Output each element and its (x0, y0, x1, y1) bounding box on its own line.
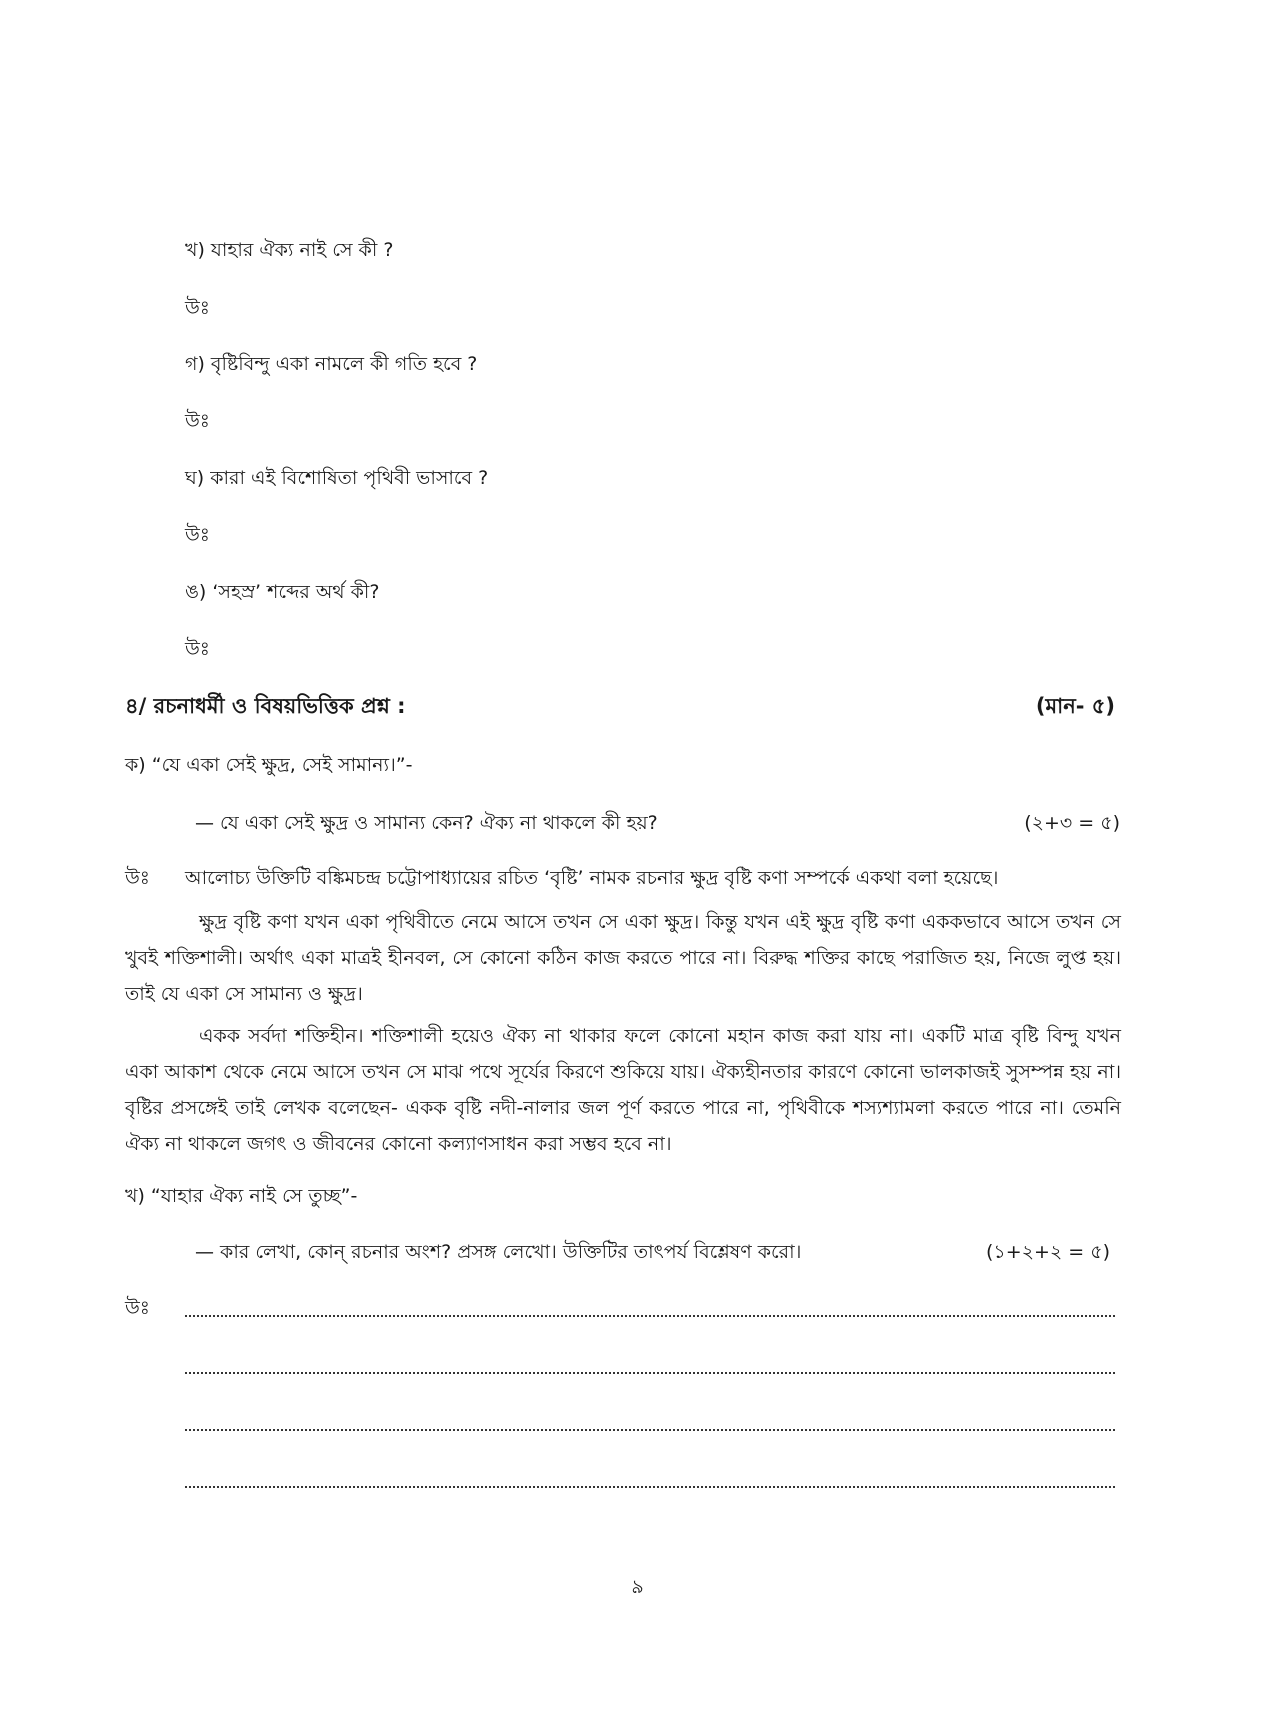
question-ga: গ) বৃষ্টিবিন্দু একা নামলে কী গতি হবে ? (185, 353, 478, 375)
question-uma: ঙ) ‘সহস্র’ শব্দের অর্থ কী? (185, 581, 380, 603)
answer-label: উঃ (125, 867, 150, 889)
answer-first-line: আলোচ্য উক্তিটি বঙ্কিমচন্দ্র চট্টোপাধ্যায়ের রচিত ‘বৃষ্টি’ নামক রচনার ক্ষুদ্র বৃষ্টি কণা সম্পর্কে একথা বলা হয়েছে। (185, 867, 999, 889)
answer-dotted-line (185, 1315, 1115, 1317)
answer-dotted-line (185, 1372, 1115, 1374)
question-gha: ঘ) কারা এই বিশোষিতা পৃথিবী ভাসাবে ? (185, 467, 489, 489)
answer-label: উঃ (185, 524, 210, 546)
answer-dotted-line (185, 1429, 1115, 1431)
question-kha-quote: খ) “যাহার ঐক্য নাই সে তুচ্ছ”- (125, 1185, 358, 1207)
page-number: ৯ (631, 1576, 644, 1598)
answer-label: উঃ (185, 410, 210, 432)
question-ka-marks: (২+৩ = ৫) (1024, 812, 1120, 834)
answer-paragraph-1 (125, 904, 1121, 1012)
answer-label: উঃ (125, 1297, 150, 1319)
answer-paragraph-2 (125, 1018, 1121, 1162)
section-heading: ৪/ রচনাধর্মী ও বিষয়ভিত্তিক প্রশ্ন : (125, 694, 406, 718)
answer-dotted-line (185, 1486, 1115, 1488)
answer-paragraph-1-text: ক্ষুদ্র বৃষ্টি কণা যখন একা পৃথিবীতে নেমে আসে তখন সে একা ক্ষুদ্র। কিন্তু যখন এই ক্ষুদ্র বৃষ্টি কণা এককভাবে আসে তখন সে খুবই শক্তিশালী। অর্থাৎ একা মাত্রই হীনবল, সে কোনো কঠিন কাজ করতে পারে না। বিরুদ্ধ শক্তির কাছে পরাজিত হয়, নিজে লুপ্ত হয়। তাই যে একা সে সামান্য ও ক্ষুদ্র। (125, 911, 1121, 1005)
question-ka-sub: — যে একা সেই ক্ষুদ্র ও সামান্য কেন? ঐক্য না থাকলে কী হয়? (195, 812, 658, 834)
section-marks: (মান- ৫) (1035, 694, 1115, 718)
question-kha: খ) যাহার ঐক্য নাই সে কী ? (185, 239, 394, 261)
answer-paragraph-2-text: একক সর্বদা শক্তিহীন। শক্তিশালী হয়েও ঐক্য না থাকার ফলে কোনো মহান কাজ করা যায় না। একটি মাত্র বৃষ্টি বিন্দু যখন একা আকাশ থেকে নেমে আসে তখন সে মাঝ পথে সূর্যের কিরণে শুকিয়ে যায়। ঐক্যহীনতার কারণে কোনো ভালকাজই সুসম্পন্ন হয় না। বৃষ্টির প্রসঙ্গেই তাই লেখক বলেছেন- একক বৃষ্টি নদী-নালার জল পূর্ণ করতে পারে না, পৃথিবীকে শস্যশ্যামলা করতে পারে না। তেমনি ঐক্য না থাকলে জগৎ ও জীবনের কোনো কল্যাণসাধন করা সম্ভব হবে না। (125, 1025, 1121, 1155)
question-kha-marks: (১+২+২ = ৫) (985, 1241, 1110, 1263)
answer-label: উঃ (185, 297, 210, 319)
answer-label: উঃ (185, 638, 210, 660)
question-ka-quote: ক) “যে একা সেই ক্ষুদ্র, সেই সামান্য।”- (125, 754, 413, 776)
question-kha-sub: — কার লেখা, কোন্ রচনার অংশ? প্রসঙ্গ লেখো। উক্তিটির তাৎপর্য বিশ্লেষণ করো। (195, 1241, 802, 1263)
